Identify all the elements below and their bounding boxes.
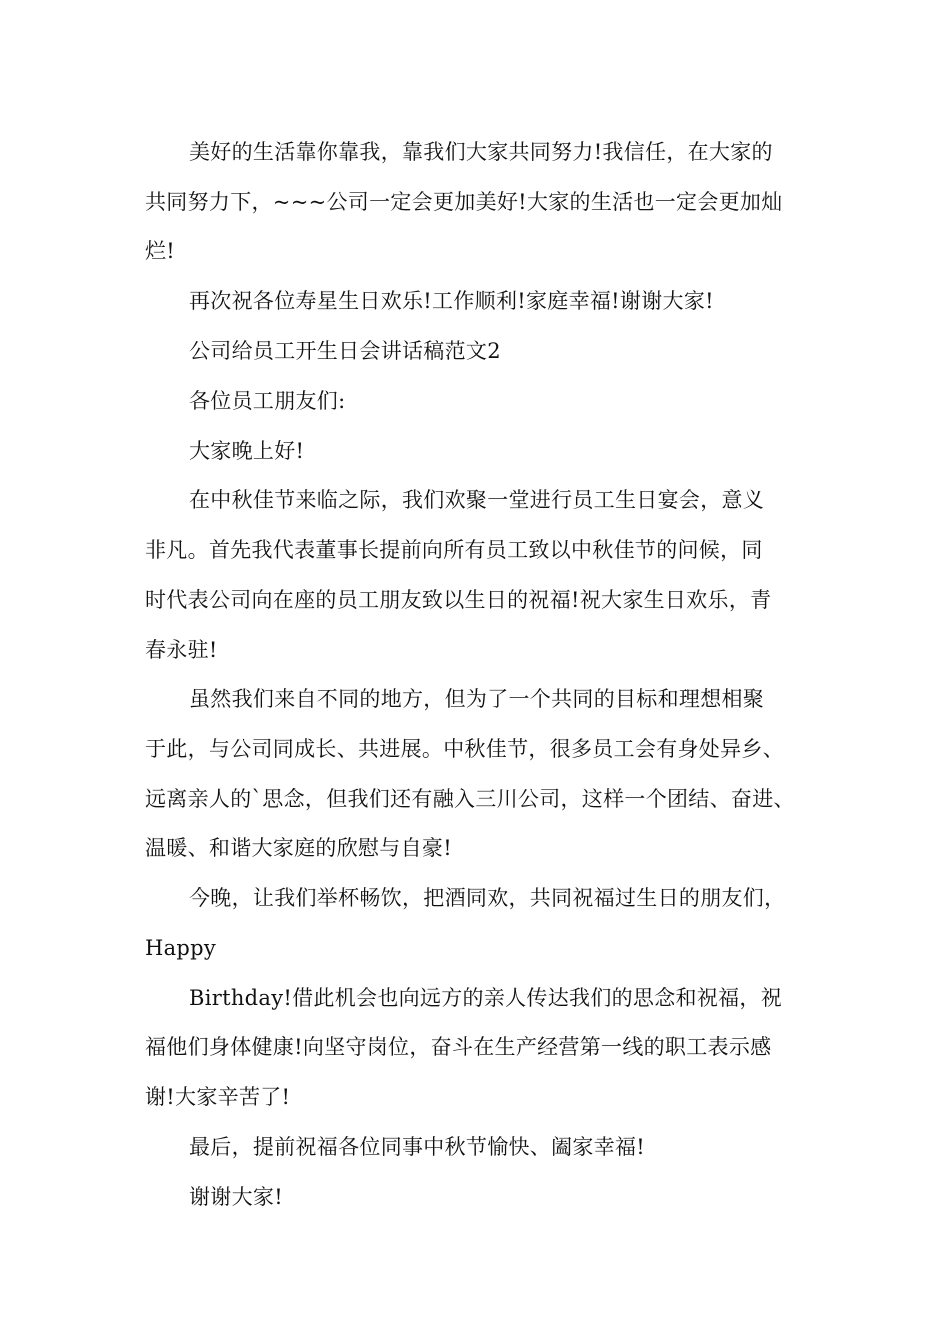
section-heading: 公司给员工开生日会讲话稿范文2 [189, 339, 501, 363]
text-line-4: 再次祝各位寿星生日欢乐!工作顺利!家庭幸福!谢谢大家! [189, 289, 714, 313]
text-line-2: 共同努力下，~~~公司一定会更加美好!大家的生活也一定会更加灿 [145, 190, 783, 214]
closing-line: 谢谢大家! [189, 1185, 283, 1209]
text-line-19: 福他们身体健康!向坚守岗位，奋斗在生产经营第一线的职工表示感 [145, 1035, 772, 1059]
text-line-15: 温暖、和谐大家庭的欣慰与自豪! [145, 836, 452, 860]
text-line-20: 谢!大家辛苦了! [145, 1085, 291, 1109]
text-line-13: 于此，与公司同成长、共进展。中秋佳节，很多员工会有身处异乡、 [145, 737, 784, 761]
text-line-10: 时代表公司向在座的员工朋友致以生日的祝福!祝大家生日欢乐，青 [145, 588, 772, 612]
text-line-14: 远离亲人的`思念，但我们还有融入三川公司，这样一个团结、奋进、 [145, 787, 795, 811]
greeting: 大家晚上好! [189, 439, 305, 463]
text-line-9: 非凡。首先我代表董事长提前向所有员工致以中秋佳节的问候，同 [145, 538, 763, 562]
text-line-3: 烂! [145, 239, 176, 263]
text-line-12: 虽然我们来自不同的地方，但为了一个共同的目标和理想相聚 [189, 687, 765, 711]
text-line-8: 在中秋佳节来临之际，我们欢聚一堂进行员工生日宴会，意义 [189, 488, 765, 512]
text-line-17: Happy [145, 936, 217, 960]
text-line-18: Birthday!借此机会也向远方的亲人传达我们的思念和祝福，祝 [189, 986, 783, 1010]
text-line-1: 美好的生活靠你靠我，靠我们大家共同努力!我信任，在大家的 [189, 140, 773, 164]
text-line-11: 春永驻! [145, 638, 218, 662]
text-line-21: 最后，提前祝福各位同事中秋节愉快、阖家幸福! [189, 1135, 646, 1159]
text-line-16: 今晚，让我们举杯畅饮，把酒同欢，共同祝福过生日的朋友们， [189, 886, 786, 910]
salutation: 各位员工朋友们: [189, 389, 346, 413]
